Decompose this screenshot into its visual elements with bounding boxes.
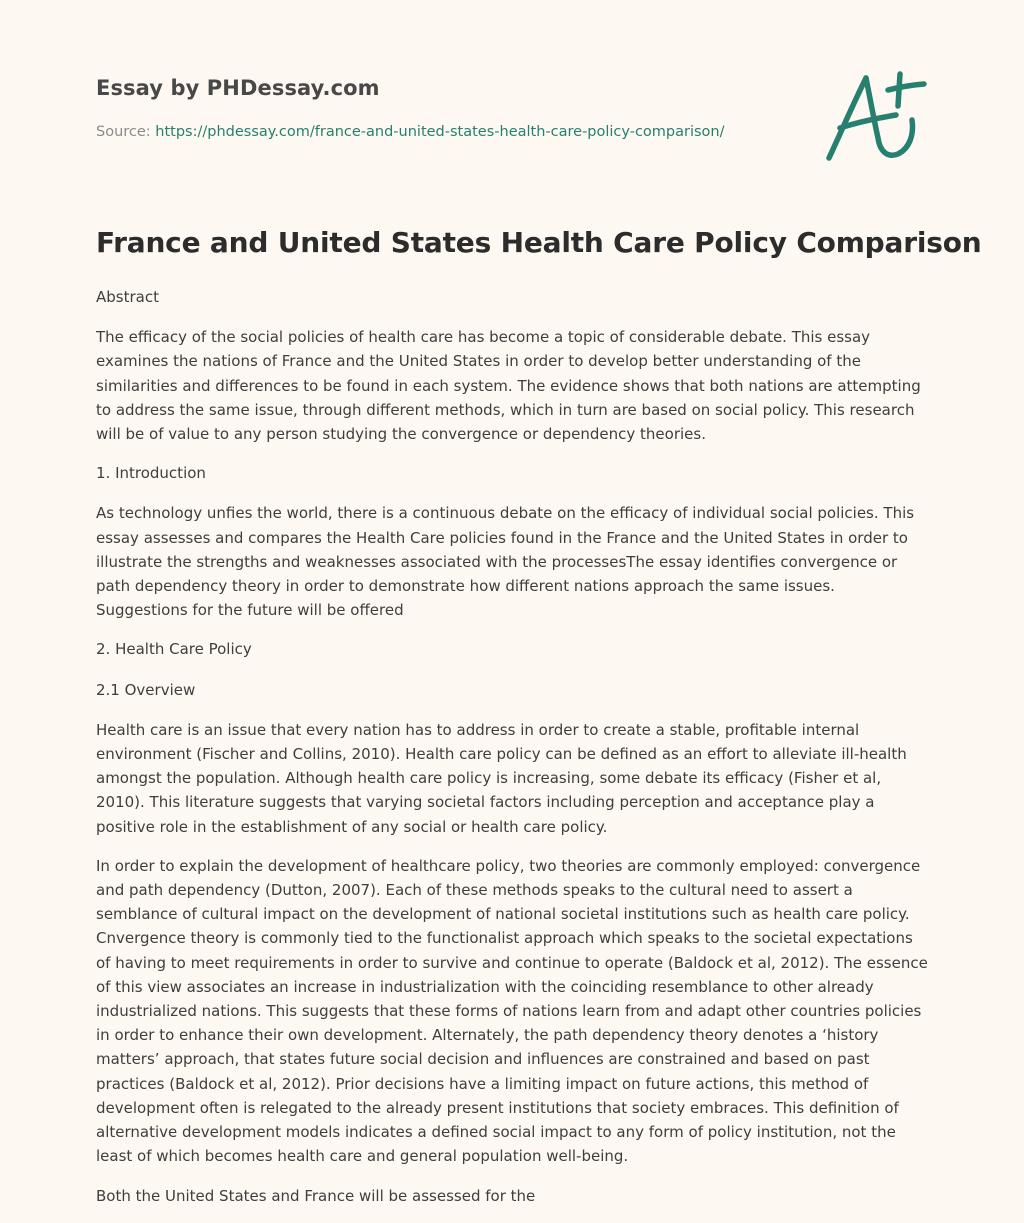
source-label: Source: (96, 124, 151, 140)
essay-title: France and United States Health Care Policy Comparison (96, 226, 982, 259)
introduction-paragraph: As technology unfies the world, there is a continuous debate on the efficacy of individual social policies. This essay assesses and compares the Health Care policies found in the France and the United States in order to illustrate the strengths and weaknesses associated with the processesThe essay identifies convergence or path dependency theory in order to demonstrate how different nations approach the same issues. Suggestions for the future will be offered (96, 504, 915, 620)
essay-body (96, 285, 930, 1223)
overview-heading: 2.1 Overview (96, 680, 196, 699)
abstract-heading: Abstract (96, 288, 159, 306)
overview-paragraph-3: Both the United States and France will be assessed for the (96, 1186, 536, 1205)
abstract-paragraph: The efficacy of the social policies of health care has become a topic of considerable debate. This essay examines the nations of France and the United States in order to develop better understanding of the similarities and differences to be found in each system. The evidence shows that both nations are attempting to address the same issue, through different methods, which in turn are based on social policy. This research will be of value to any person studying the convergence or dependency theories. (96, 328, 921, 444)
a-plus-logo-icon (822, 68, 928, 164)
overview-paragraph-1: Health care is an issue that every nation has to address in order to create a stable, profitable internal environment (Fischer and Collins, 2010). Health care policy can be defined as an effort to alleviate ill-health amongst the population. Although health care policy is increasing, some debate its efficacy (Fisher et al, 2010). This literature suggests that varying societal factors including perception and acceptance play a positive role in the establishment of any social or health care policy. (96, 720, 907, 836)
source-link[interactable]: https://phdessay.com/france-and-united-states-health-care-policy-comparison/ (155, 124, 725, 140)
introduction-heading: 1. Introduction (96, 464, 206, 483)
site-brand: Essay by PHDessay.com (96, 76, 380, 100)
source-line (96, 124, 725, 140)
overview-paragraph-2: In order to explain the development of healthcare policy, two theories are commonly employed: convergence and path dependency (Dutton, 2007). Each of these methods speaks to the cultural need to assert a semblance of cultural impact on the development of national societal institutions such as health care policy. Cnvergence theory is commonly tied to the functionalist approach which speaks to the societal expectations of having to meet requirements in order to survive and continue to operate (Baldock et al, 2012). The essence of this view associates an increase in industrialization with the coinciding resemblance to other already industrialized nations. This suggests that these forms of nations learn from and adapt other countries policies in order to enhance their own development. Alternately, the path dependency theory denotes a ‘history matters’ approach, that states future social decision and influences are constrained and based on past practices (Baldock et al, 2012). Prior decisions have a limiting impact on future actions, this method of development often is relegated to the already present institutions that society embraces. This definition of alternative development models indicates a defined social impact to any form of policy institution, not the least of which becomes health care and general population well-being. (96, 856, 928, 1166)
health-care-policy-heading: 2. Health Care Policy (96, 640, 252, 659)
